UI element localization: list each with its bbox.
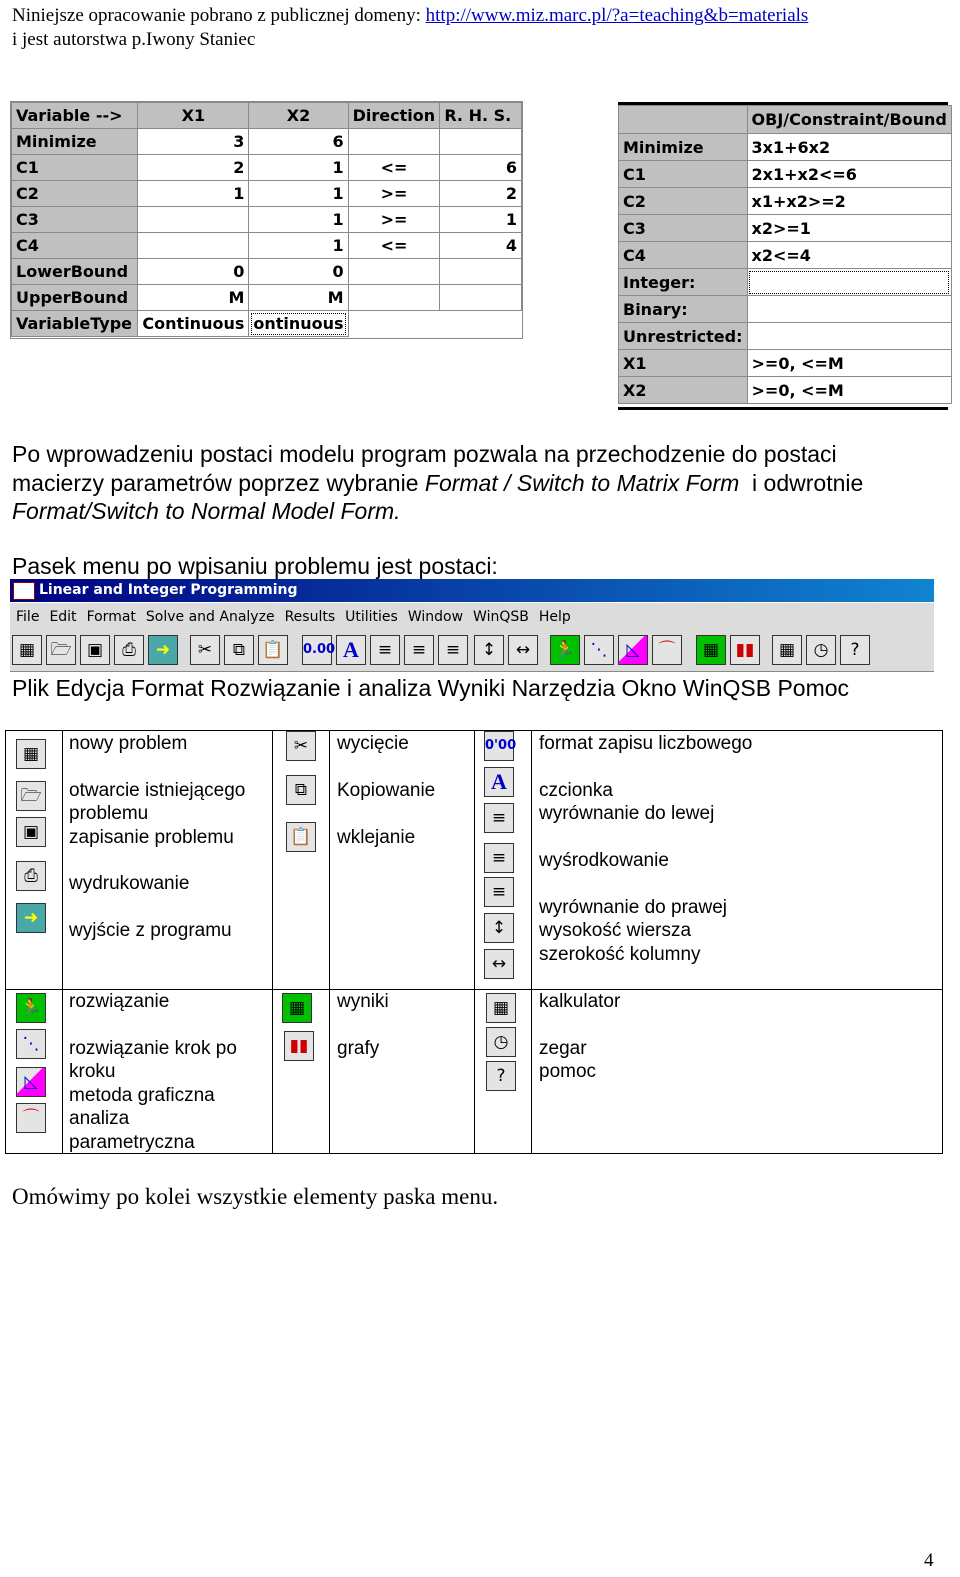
table-cell[interactable]: 4 xyxy=(440,233,522,259)
align-right-button[interactable] xyxy=(438,635,468,665)
row-label: Integer: xyxy=(619,269,748,296)
table-cell[interactable]: 2x1+x2<=6 xyxy=(747,161,951,188)
align-right-icon: ≡ xyxy=(445,640,461,660)
table-cell[interactable]: 1 xyxy=(138,181,249,207)
table-cell[interactable]: >=0, <=M xyxy=(747,377,951,404)
font-icon: A xyxy=(484,767,514,797)
paragraph-line xyxy=(12,497,942,526)
legend-text: wyśrodkowanie xyxy=(539,850,669,871)
paragraph-line: Po wprowadzeniu postaci modelu program pozwala na przechodzenie do postaci xyxy=(12,441,837,467)
table-header: X1 xyxy=(138,103,249,129)
legend-text: metoda graficzna xyxy=(69,1085,215,1106)
menu-item-window[interactable]: Window xyxy=(407,609,464,625)
legend-text: pomoc xyxy=(539,1061,597,1082)
legend-text: szerokość kolumny xyxy=(539,944,701,965)
table-cell[interactable]: >= xyxy=(348,181,440,207)
print-icon: ⎙ xyxy=(16,861,46,891)
toolbar-legend-table xyxy=(5,730,943,1154)
paste-icon: 📋 xyxy=(286,822,316,852)
legend-text: analiza xyxy=(69,1108,130,1129)
font-button[interactable] xyxy=(336,635,366,665)
divider xyxy=(329,731,330,1153)
print-button[interactable] xyxy=(114,635,144,665)
table-cell[interactable]: 3 xyxy=(138,129,249,155)
table-row xyxy=(619,377,952,404)
legend-text: zegar xyxy=(539,1038,587,1059)
legend-text: parametryczna xyxy=(69,1132,195,1153)
open-folder-icon: 🗁 xyxy=(50,640,72,660)
table-row xyxy=(12,155,522,181)
app-logo-icon xyxy=(13,582,35,600)
matrix-form-table xyxy=(11,102,522,337)
table-header: Variable --> xyxy=(12,103,138,129)
author-note: i jest autorstwa p.Iwony Staniec xyxy=(12,29,256,50)
chart-icon: ▮▮ xyxy=(735,640,755,660)
step-solve-icon: ⋱ xyxy=(16,1029,46,1059)
help-button[interactable] xyxy=(840,635,870,665)
source-link[interactable]: http://www.miz.marc.pl/?a=teaching&b=materials xyxy=(425,5,809,26)
legend-text: nowy problem xyxy=(69,733,188,754)
menu-item-solve[interactable]: Solve and Analyze xyxy=(145,609,275,625)
table-cell[interactable]: 6 xyxy=(440,155,522,181)
row-label: C1 xyxy=(619,161,748,188)
row-height-button[interactable] xyxy=(474,635,504,665)
align-center-icon: ≡ xyxy=(484,843,514,873)
legend-text: format zapisu liczbowego xyxy=(539,733,753,754)
copy-button[interactable] xyxy=(224,635,254,665)
paste-button[interactable] xyxy=(258,635,288,665)
legend-text: czcionka xyxy=(539,780,613,801)
menu-translation: Plik Edycja Format Rozwiązanie i analiza Wyniki Narzędzia Okno WinQSB Pomoc xyxy=(12,675,850,701)
number-format-icon: 0'00 xyxy=(484,731,514,761)
align-left-icon: ≡ xyxy=(377,640,393,660)
legend-text: wyjście z programu xyxy=(69,920,232,941)
results-icon: ▦ xyxy=(282,993,312,1023)
normal-form-table xyxy=(618,105,952,404)
print-icon: ⎙ xyxy=(122,640,136,660)
solve-button[interactable] xyxy=(550,635,580,665)
clock-button[interactable] xyxy=(806,635,836,665)
table-row xyxy=(619,161,952,188)
legend-text: rozwiązanie xyxy=(69,991,170,1012)
parametric-icon: ⌒ xyxy=(658,640,676,660)
table-row xyxy=(619,350,952,377)
empty-cell xyxy=(440,311,522,337)
open-folder-icon: 🗁 xyxy=(16,781,46,811)
row-label: Binary: xyxy=(619,296,748,323)
legend-text: wyrównanie do prawej xyxy=(539,897,727,918)
matrix-form-screenshot xyxy=(10,101,523,339)
cut-button[interactable] xyxy=(190,635,220,665)
table-header: Direction xyxy=(348,103,440,129)
chart-icon: ▮▮ xyxy=(284,1031,314,1061)
table-cell[interactable]: 1 xyxy=(249,155,348,181)
step-solve-icon: ⋱ xyxy=(590,640,608,660)
row-label: X2 xyxy=(619,377,748,404)
save-icon: ▣ xyxy=(86,640,104,660)
table-cell[interactable] xyxy=(747,296,951,323)
table-row xyxy=(12,233,522,259)
menu-item-results[interactable]: Results xyxy=(284,609,336,625)
window-titlebar[interactable] xyxy=(10,579,934,602)
table-row xyxy=(12,129,522,155)
legend-text: otwarcie istniejącego xyxy=(69,780,246,801)
grid-icon: ▦ xyxy=(18,640,36,660)
column-width-button[interactable] xyxy=(508,635,538,665)
solve-icon: 🏃 xyxy=(16,993,46,1023)
legend-text: kalkulator xyxy=(539,991,621,1012)
empty-cell xyxy=(348,311,440,337)
save-icon: ▣ xyxy=(16,817,46,847)
empty-header xyxy=(619,106,748,134)
graph-icon: ◺ xyxy=(16,1067,46,1097)
step-solve-button[interactable] xyxy=(584,635,614,665)
graph-icon: ◺ xyxy=(626,640,640,660)
menu-intro: Pasek menu po wpisaniu problemu jest postaci: xyxy=(12,553,498,579)
table-cell[interactable]: 0 xyxy=(138,259,249,285)
table-row xyxy=(619,269,952,296)
table-row xyxy=(619,242,952,269)
column-width-icon: ↔ xyxy=(484,949,514,979)
legend-text: rozwiązanie krok po xyxy=(69,1038,237,1059)
table-row xyxy=(619,215,952,242)
menu-item-edit[interactable]: Edit xyxy=(49,609,77,625)
table-cell[interactable]: 1 xyxy=(249,233,348,259)
table-cell[interactable]: 6 xyxy=(249,129,348,155)
row-label: X1 xyxy=(619,350,748,377)
table-cell[interactable]: 1 xyxy=(249,181,348,207)
row-label: C4 xyxy=(619,242,748,269)
table-cell[interactable] xyxy=(138,207,249,233)
legend-text: kroku xyxy=(69,1061,116,1082)
paragraph-text: i odwrotnie xyxy=(739,469,864,496)
parametric-button[interactable] xyxy=(652,635,682,665)
table-cell-selected[interactable]: ontinuous xyxy=(249,311,348,337)
parametric-icon: ⌒ xyxy=(16,1103,46,1133)
divider xyxy=(62,731,63,1153)
help-icon: ? xyxy=(486,1061,516,1091)
menu-item-utilities[interactable]: Utilities xyxy=(345,609,398,625)
row-label: LowerBound xyxy=(12,259,138,285)
table-row xyxy=(619,134,952,161)
table-cell[interactable]: M xyxy=(249,285,348,311)
divider xyxy=(272,731,273,1153)
table-cell[interactable]: x2>=1 xyxy=(747,215,951,242)
row-label: C1 xyxy=(12,155,138,181)
paste-icon: 📋 xyxy=(262,640,284,660)
closing-sentence: Omówimy po kolei wszystkie elementy paska menu. xyxy=(12,1184,499,1209)
table-cell[interactable]: 0 xyxy=(249,259,348,285)
row-label: C2 xyxy=(12,181,138,207)
align-right-icon: ≡ xyxy=(484,877,514,907)
table-row xyxy=(12,311,522,337)
clock-icon: ◷ xyxy=(486,1027,516,1057)
calculator-icon: ▦ xyxy=(486,993,516,1023)
calculator-icon: ▦ xyxy=(778,640,796,660)
legend-text: Kopiowanie xyxy=(337,780,436,801)
open-button[interactable] xyxy=(46,635,76,665)
copy-icon: ⧉ xyxy=(286,775,316,805)
legend-text: problemu xyxy=(69,803,149,824)
table-header: R. H. S. xyxy=(440,103,522,129)
exit-button[interactable] xyxy=(148,635,178,665)
table-cell[interactable]: x1+x2>=2 xyxy=(747,188,951,215)
toolbar xyxy=(10,631,934,672)
row-label: UpperBound xyxy=(12,285,138,311)
row-label: VariableType xyxy=(12,311,138,337)
column-width-icon: ↔ xyxy=(515,640,531,660)
grid-icon: ▦ xyxy=(16,739,46,769)
row-label: Unrestricted: xyxy=(619,323,748,350)
table-cell[interactable]: 2 xyxy=(440,181,522,207)
table-cell[interactable]: 1 xyxy=(440,207,522,233)
table-row xyxy=(619,188,952,215)
table-cell[interactable]: <= xyxy=(348,233,440,259)
menu-path: Format/Switch to Normal Model Form. xyxy=(12,498,401,524)
table-row xyxy=(12,259,522,285)
menu-item-winqsb[interactable]: WinQSB xyxy=(473,609,529,625)
source-note xyxy=(12,4,808,52)
menu-item-file[interactable]: File xyxy=(16,609,40,625)
exit-door-icon: ➜ xyxy=(16,903,46,933)
legend-text: wyrównanie do lewej xyxy=(539,803,715,824)
table-cell[interactable] xyxy=(138,233,249,259)
table-cell[interactable] xyxy=(440,259,522,285)
number-format-button[interactable] xyxy=(302,635,336,665)
save-button[interactable] xyxy=(80,635,110,665)
menu-item-help[interactable]: Help xyxy=(538,609,571,625)
legend-text: zapisanie problemu xyxy=(69,827,234,848)
row-label: Minimize xyxy=(619,134,748,161)
legend-text: wyniki xyxy=(337,991,389,1012)
table-cell[interactable]: x2<=4 xyxy=(747,242,951,269)
table-cell[interactable]: 1 xyxy=(249,207,348,233)
table-cell[interactable]: M xyxy=(138,285,249,311)
legend-text: wydrukowanie xyxy=(69,873,190,894)
paragraph-matrix-switch xyxy=(12,440,942,526)
copy-icon: ⧉ xyxy=(232,640,246,660)
row-label: C2 xyxy=(619,188,748,215)
table-row xyxy=(619,323,952,350)
normal-form-screenshot xyxy=(618,102,948,410)
divider xyxy=(474,731,475,1153)
results-button[interactable] xyxy=(696,635,726,665)
legend-text: wysokość wiersza xyxy=(539,920,692,941)
help-icon: ? xyxy=(850,640,860,660)
font-icon: A xyxy=(343,637,359,662)
align-center-button[interactable] xyxy=(404,635,434,665)
paragraph-line xyxy=(12,469,942,498)
window-title: Linear and Integer Programming xyxy=(39,582,298,598)
number-format-icon: 0.00 xyxy=(303,642,336,657)
table-header: X2 xyxy=(249,103,348,129)
scissors-icon: ✂ xyxy=(286,731,316,761)
table-cell[interactable]: 2 xyxy=(138,155,249,181)
scissors-icon: ✂ xyxy=(197,640,213,660)
row-label: C3 xyxy=(12,207,138,233)
menu-item-format[interactable]: Format xyxy=(86,609,136,625)
table-cell-selected[interactable] xyxy=(747,269,951,296)
row-label: C4 xyxy=(12,233,138,259)
table-row xyxy=(12,207,522,233)
table-cell[interactable] xyxy=(348,129,440,155)
paragraph-text: macierzy parametrów poprzez wybranie xyxy=(12,469,425,496)
table-cell[interactable]: <= xyxy=(348,155,440,181)
table-cell[interactable] xyxy=(348,259,440,285)
legend-text: grafy xyxy=(337,1038,380,1059)
table-cell[interactable]: >=0, <=M xyxy=(747,350,951,377)
table-header-row xyxy=(12,103,522,129)
align-center-icon: ≡ xyxy=(411,640,427,660)
table-cell[interactable] xyxy=(747,323,951,350)
row-height-icon: ↕ xyxy=(484,913,514,943)
page-number: 4 xyxy=(924,1550,934,1571)
menu-path: Format / Switch to Matrix Form xyxy=(424,469,740,496)
row-label: C3 xyxy=(619,215,748,242)
clock-icon: ◷ xyxy=(813,640,829,660)
chart-button[interactable] xyxy=(730,635,760,665)
legend-text: wklejanie xyxy=(337,827,416,848)
table-row xyxy=(12,285,522,311)
new-problem-button[interactable] xyxy=(12,635,42,665)
results-icon: ▦ xyxy=(702,640,720,660)
calculator-button[interactable] xyxy=(772,635,802,665)
exit-door-icon: ➜ xyxy=(155,640,171,660)
table-header: OBJ/Constraint/Bound xyxy=(747,106,951,134)
divider xyxy=(531,731,532,1153)
row-label: Minimize xyxy=(12,129,138,155)
table-header-row xyxy=(619,106,952,134)
source-note-text: Niniejsze opracowanie pobrano z publicznej domeny: xyxy=(12,5,426,26)
table-row xyxy=(12,181,522,207)
table-cell[interactable]: Continuous xyxy=(138,311,249,337)
solve-icon: 🏃 xyxy=(554,640,576,660)
table-row xyxy=(619,296,952,323)
table-cell[interactable] xyxy=(440,129,522,155)
table-cell[interactable] xyxy=(440,285,522,311)
align-left-icon: ≡ xyxy=(484,803,514,833)
table-cell[interactable]: 3x1+6x2 xyxy=(747,134,951,161)
legend-text: wycięcie xyxy=(337,733,409,754)
table-cell[interactable]: >= xyxy=(348,207,440,233)
menu-bar xyxy=(10,603,934,631)
row-height-icon: ↕ xyxy=(481,640,497,660)
graphic-method-button[interactable] xyxy=(618,635,648,665)
table-cell[interactable] xyxy=(348,285,440,311)
align-left-button[interactable] xyxy=(370,635,400,665)
